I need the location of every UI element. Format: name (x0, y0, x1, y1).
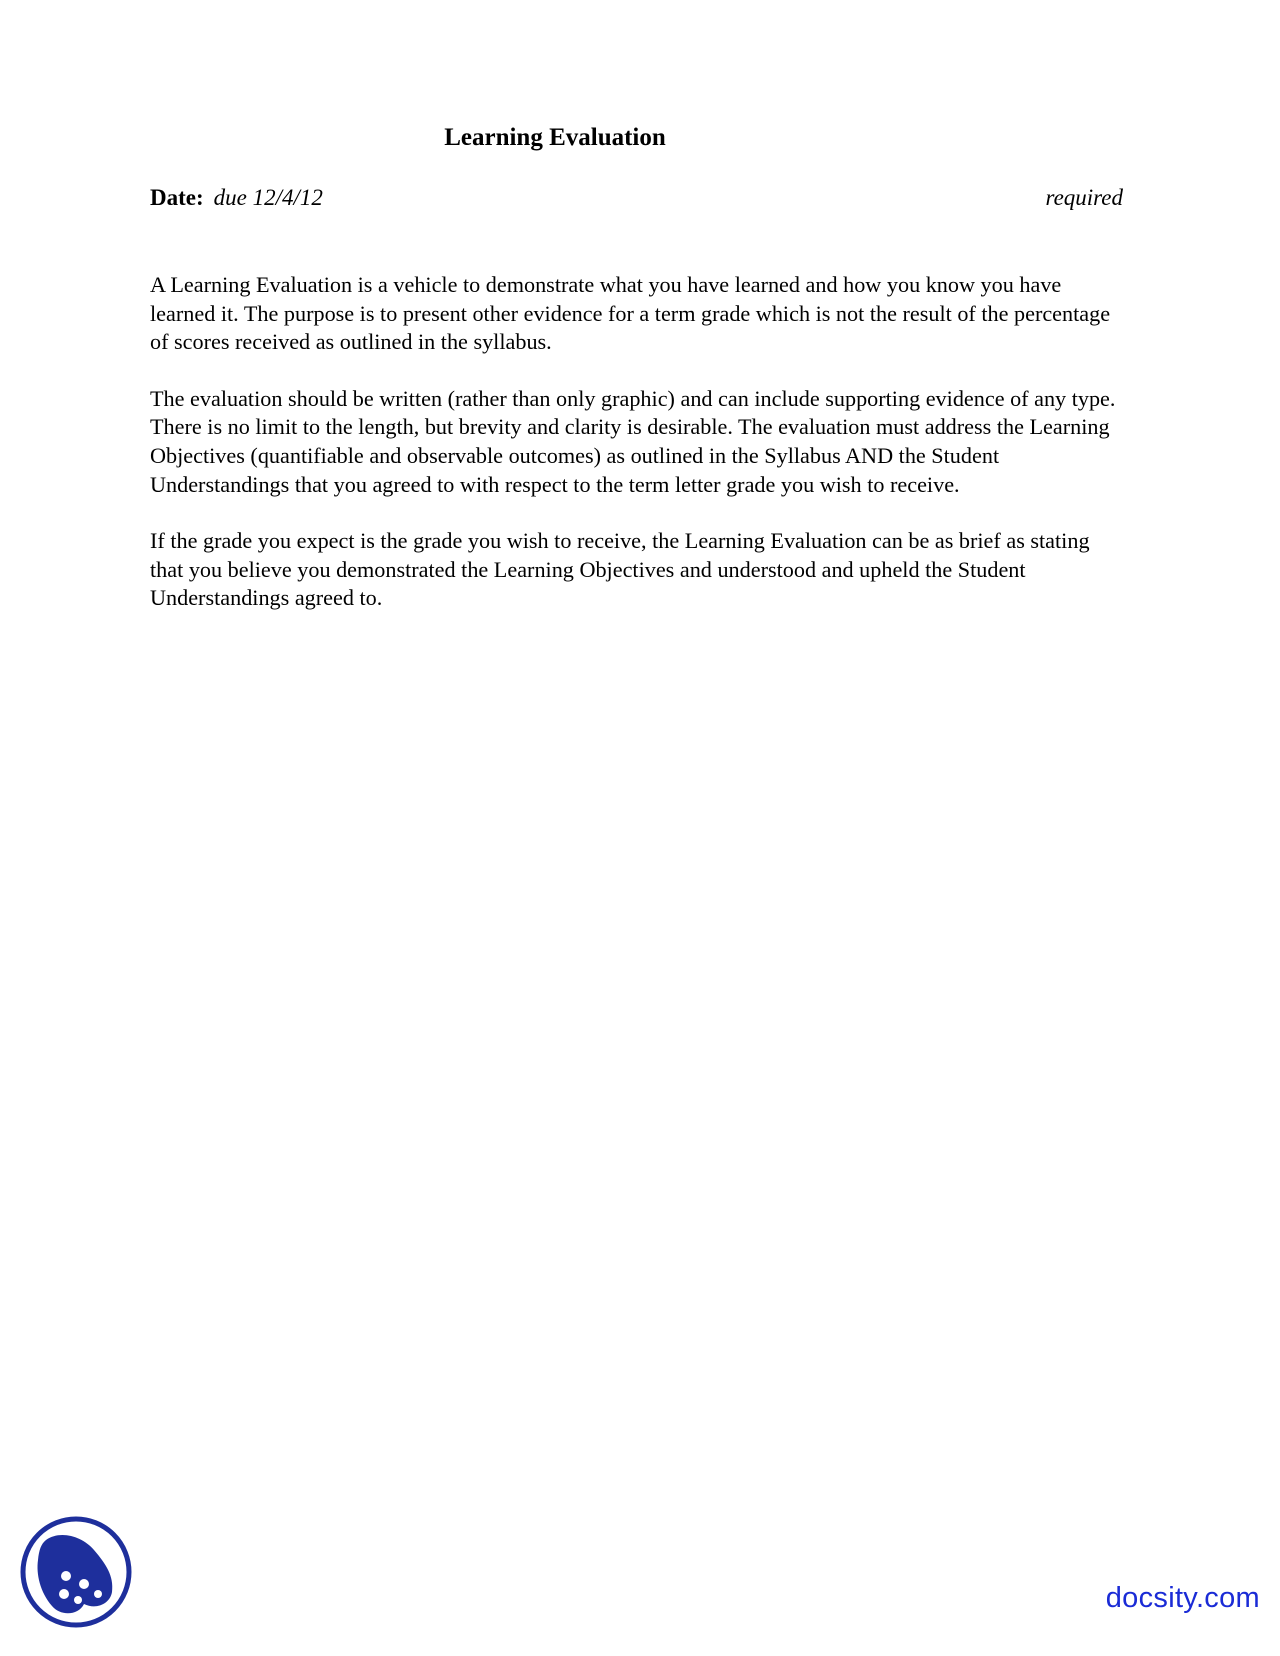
brand-link[interactable]: docsity.com (1105, 1582, 1260, 1614)
date-label: Date: (150, 185, 204, 210)
docsity-logo-icon (20, 1516, 132, 1628)
date-line (150, 184, 1123, 212)
page-title: Learning Evaluation (444, 124, 666, 151)
paragraph-3: If the grade you expect is the grade you wish to receive, the Learning Evaluation can be as brief as stating that you believe you demonstrated the Learning Objectives and understood and upheld the Student Understandings agreed to. (150, 528, 1090, 611)
required-tag: required (1045, 185, 1123, 210)
due-date: due 12/4/12 (213, 185, 323, 210)
logo-svg (20, 1516, 132, 1628)
body-text (150, 271, 1125, 641)
paragraph-1: A Learning Evaluation is a vehicle to demonstrate what you have learned and how you know you have learned it. The purpose is to present other evidence for a term grade which is not the result of the percentage of scores received as outlined in the syllabus. (150, 272, 1111, 355)
paragraph-2: The evaluation should be written (rather than only graphic) and can include supporting evidence of any type. There is no limit to the length, but brevity and clarity is desirable. The evaluation must address the Learning Objectives (quantifiable and observable outcomes) as outlined in the Syllabus AND the Student Understandings that you agreed to with respect to the term letter grade you wish to receive. (150, 385, 1116, 497)
